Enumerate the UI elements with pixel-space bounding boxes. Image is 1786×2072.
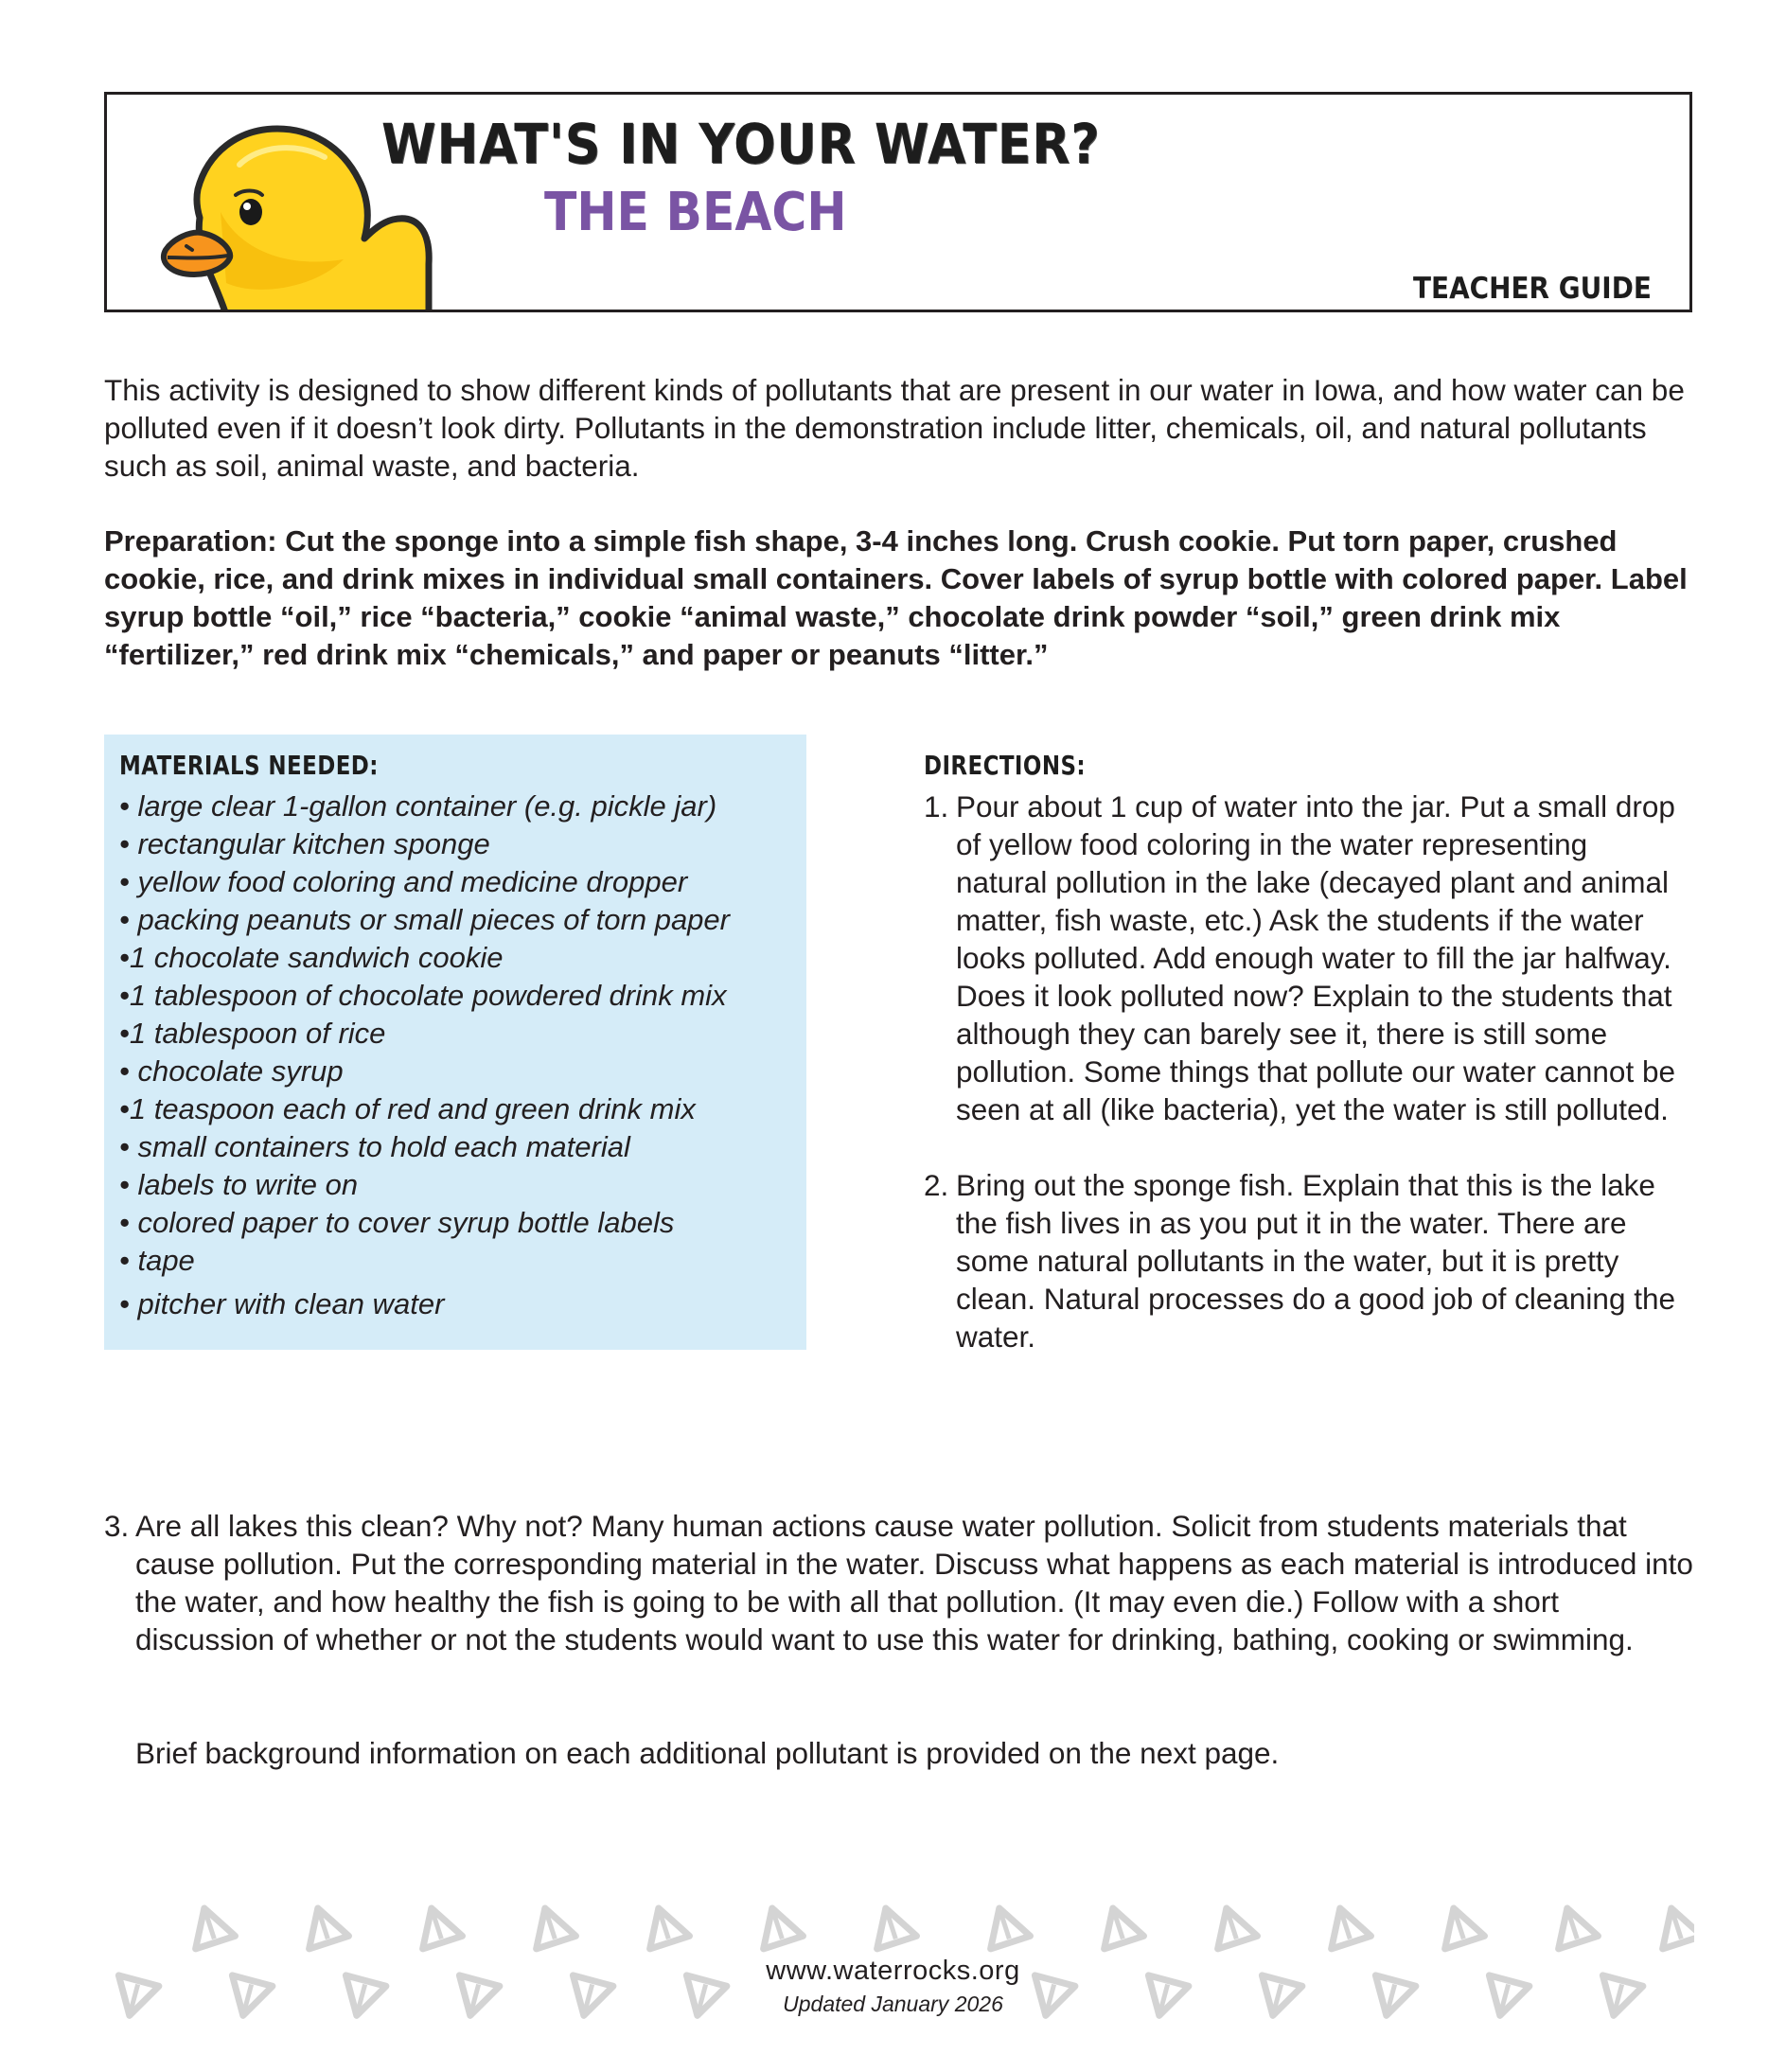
worksheet-subtitle: THE BEACH: [544, 182, 847, 243]
materials-heading: MATERIALS NEEDED:: [119, 750, 379, 781]
list-item: •1 tablespoon of rice: [119, 1017, 386, 1050]
header-banner: [104, 92, 1692, 312]
list-item: • pitcher with clean water: [119, 1287, 445, 1320]
step-text: Pour about 1 cup of water into the jar. Put a small drop of yellow food coloring in the water representing natural pollution in the lake (decayed plant and animal matter, fish waste, etc.) Ask the students if the water looks polluted. Add enough water to fill the jar halfway. Does it look polluted now? Explain to the students that although they can barely see it, there is still some pollution. Some things that pollute our water cannot be seen at all (like bacteria), yet the water is still polluted.: [956, 789, 1675, 1126]
directions-heading: DIRECTIONS:: [924, 750, 1086, 781]
step-text: Are all lakes this clean? Why not? Many human actions cause water pollution. Solicit from students materials that cause pollution. Put the corresponding material in the water. Discuss what happens as each material is introduced into the water, and how healthy the fish is going to be with all that pollution. (It may even die.) Follow with a short discussion of whether or not the students would want to use this water for drinking, bathing, cooking or swimming.: [135, 1509, 1693, 1656]
list-item: •1 tablespoon of chocolate powdered drink mix: [119, 979, 727, 1012]
step-text: Bring out the sponge fish. Explain that this is the lake the fish lives in as you put it in the water. There are some natural pollutants in the water, but it is pretty clean. Natural processes do a good job of cleaning the water.: [956, 1168, 1675, 1354]
footer-url: www.waterrocks.org: [766, 1956, 1020, 1986]
step-number: 3.: [104, 1509, 130, 1543]
list-item: • labels to write on: [119, 1168, 359, 1201]
directions-list: [924, 788, 1681, 1355]
worksheet-title: WHAT'S IN YOUR WATER?: [381, 112, 1101, 176]
background-note: Brief background information on each additional pollutant is provided on the next page.: [135, 1736, 1280, 1770]
teacher-guide-label: TEACHER GUIDE: [1413, 272, 1652, 306]
list-item: • large clear 1-gallon container (e.g. pickle jar): [119, 789, 717, 823]
materials-box: [104, 735, 806, 1350]
intro-paragraph: This activity is designed to show different kinds of pollutants that are present in our water in Iowa, and how water can be polluted even if it doesn’t look dirty. Pollutants in the demonstration include litter, chemicals, oil, and natural pollutants such as soil, animal waste, and bacteria.: [104, 373, 1685, 483]
step-number: 2.: [924, 1168, 949, 1202]
list-item: •1 chocolate sandwich cookie: [119, 941, 504, 974]
list-item: [924, 788, 1681, 1128]
list-item: • rectangular kitchen sponge: [119, 827, 490, 860]
list-item: • tape: [119, 1244, 195, 1277]
list-item: •1 teaspoon each of red and green drink mix: [119, 1092, 696, 1125]
directions-section: [924, 750, 1681, 1355]
preparation-paragraph: Preparation: Cut the sponge into a simple fish shape, 3-4 inches long. Crush cookie. Put torn paper, crushed cookie, rice, and drink mixes in individual small containers. Cover labels of syrup bottle with colored paper. Label syrup bottle “oil,” rice “bacteria,” cookie “animal waste,” chocolate drink powder “soil,” green drink mix “fertilizer,” red drink mix “chemicals,” and paper or peanuts “litter.”: [104, 524, 1688, 671]
footer-updated-date: Updated January 2026: [783, 1992, 1003, 2016]
list-item: • colored paper to cover syrup bottle labels: [119, 1206, 675, 1239]
list-item: • small containers to hold each material: [119, 1130, 630, 1163]
step-number: 1.: [924, 789, 949, 823]
list-item: • chocolate syrup: [119, 1054, 344, 1088]
list-item: [924, 1166, 1681, 1355]
list-item: • packing peanuts or small pieces of torn paper: [119, 903, 730, 936]
list-item: • yellow food coloring and medicine dropper: [119, 865, 688, 898]
step-three: [104, 1507, 1694, 1658]
materials-list: [119, 788, 806, 1323]
